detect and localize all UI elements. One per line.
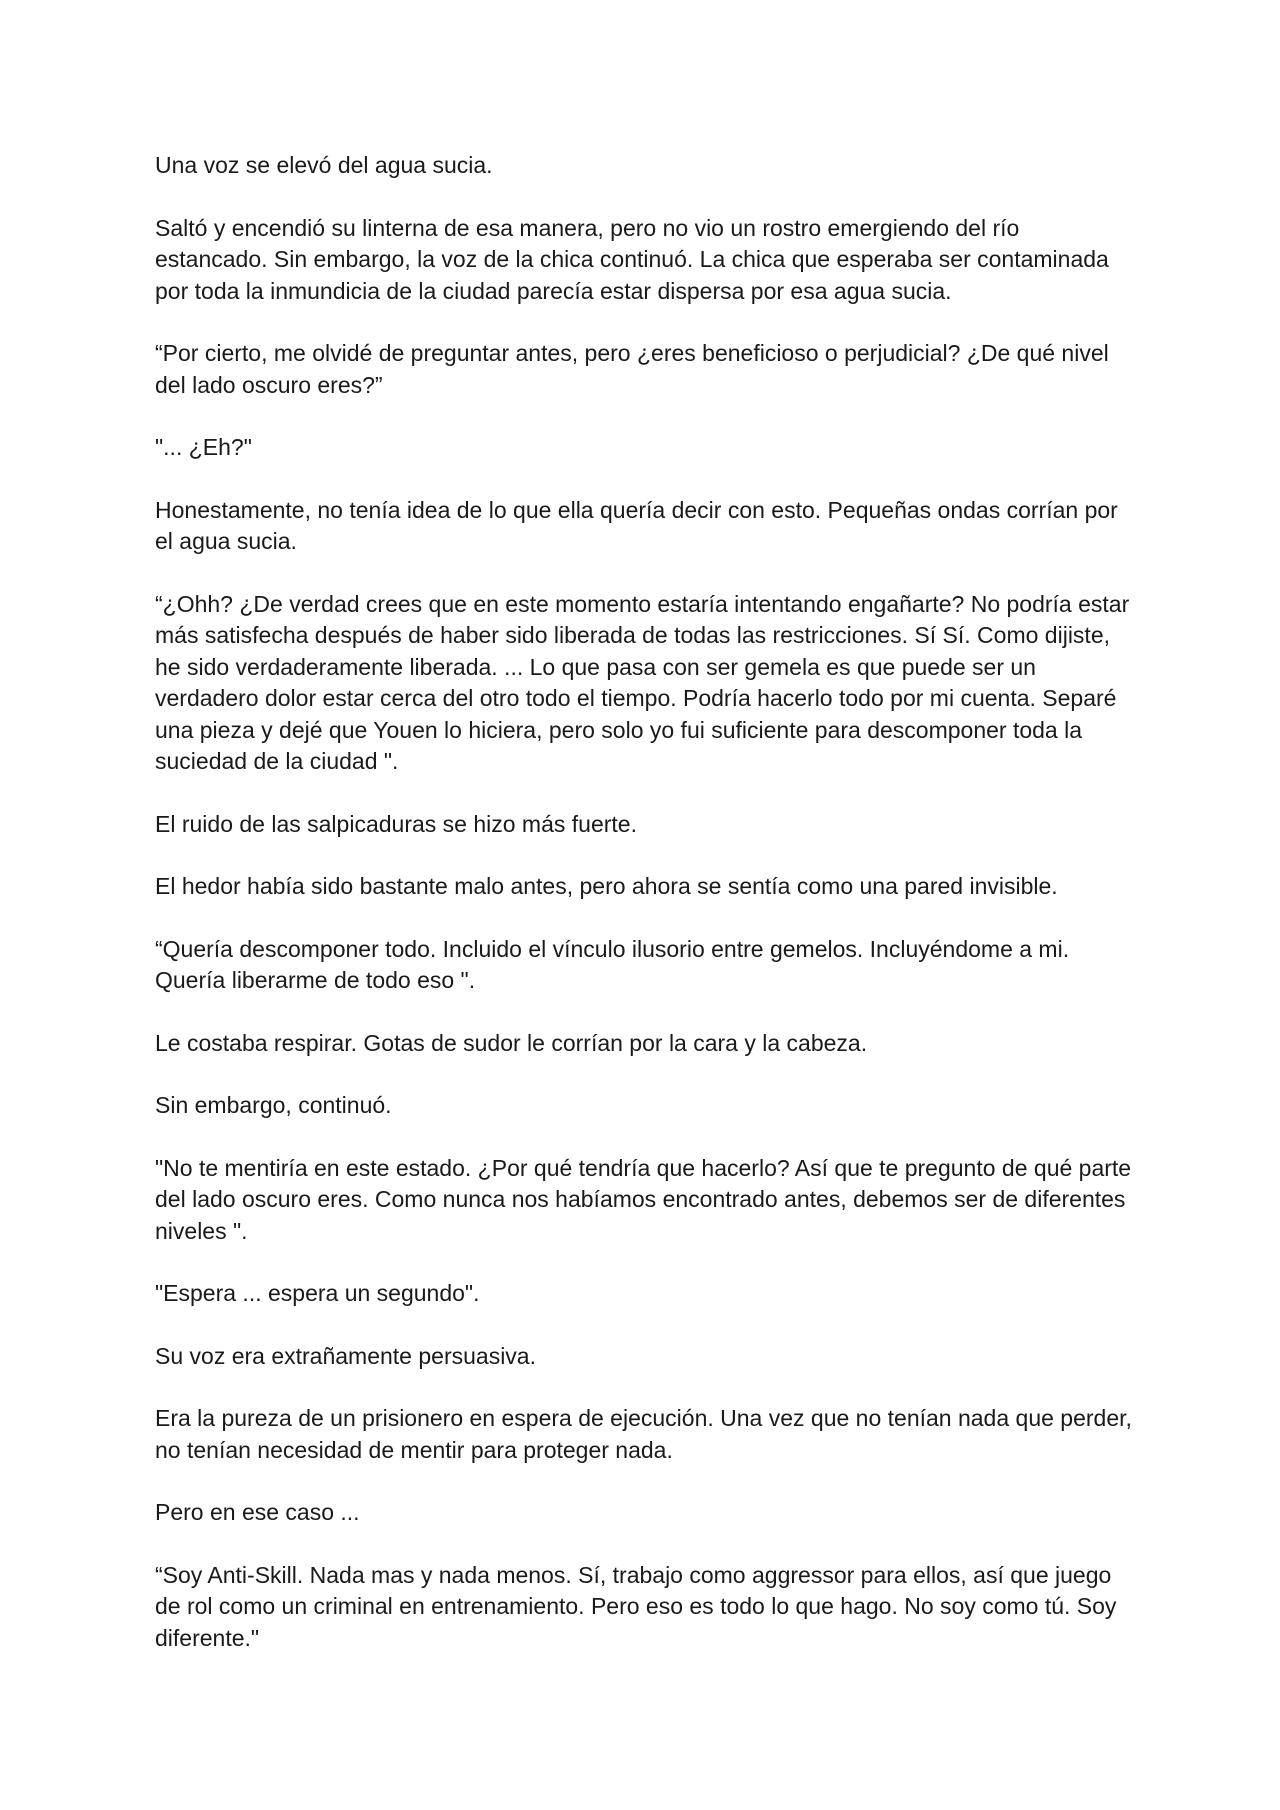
paragraph-4: "... ¿Eh?"	[155, 434, 252, 460]
paragraph-11: Sin embargo, continuó.	[155, 1092, 392, 1118]
paragraph-10: Le costaba respirar. Gotas de sudor le corrían por la cara y la cabeza.	[155, 1029, 868, 1056]
paragraph-2: Saltó y encendió su linterna de esa manera, pero no vio un rostro emergiendo del río estancado. Sin embargo, la voz de la chica continuó. La chica que esperaba ser contaminada por toda la inmundicia de la ciudad parecía estar dispersa por esa agua sucia.	[155, 214, 1109, 304]
paragraph-12: "No te mentiría en este estado. ¿Por qué tendría que hacerlo? Así que te pregunto de qué parte del lado oscuro eres. Como nunca nos habíamos encontrado antes, debemos ser de diferentes niveles ".	[155, 1154, 1132, 1244]
paragraph-9: “Quería descomponer todo. Incluido el vínculo ilusorio entre gemelos. Incluyéndome a mi. Quería liberarme de todo eso ".	[155, 935, 1070, 993]
paragraph-1: Una voz se elevó del agua sucia.	[155, 152, 493, 178]
paragraph-16: Pero en ese caso ...	[155, 1499, 360, 1525]
paragraph-7: El ruido de las salpicaduras se hizo más fuerte.	[155, 810, 637, 837]
paragraph-3: “Por cierto, me olvidé de preguntar antes, pero ¿eres beneficioso o perjudicial? ¿De qué nivel del lado oscuro eres?”	[155, 340, 1109, 398]
paragraph-14: Su voz era extrañamente persuasiva.	[155, 1342, 536, 1369]
paragraph-5: Honestamente, no tenía idea de lo que ella quería decir con esto. Pequeñas ondas corrían por el agua sucia.	[155, 496, 1118, 554]
paragraph-15: Era la pureza de un prisionero en espera de ejecución. Una vez que no tenían nada que perder, no tenían necesidad de mentir para proteger nada.	[155, 1405, 1132, 1463]
paragraph-13: "Espera ... espera un segundo".	[155, 1280, 480, 1306]
document-body	[155, 150, 1135, 1685]
paragraph-17: “Soy Anti-Skill. Nada mas y nada menos. Sí, trabajo como aggressor para ellos, así que juego de rol como un criminal en entrenamiento. Pero eso es todo lo que hago. No soy como tú. Soy diferente."	[155, 1561, 1117, 1651]
paragraph-6: “¿Ohh? ¿De verdad crees que en este momento estaría intentando engañarte? No podría estar más satisfecha después de haber sido liberada de todas las restricciones. Sí Sí. Como dijiste, he sido verdaderamente liberada. ... Lo que pasa con ser gemela es que puede ser un verdadero dolor estar cerca del otro todo el tiempo. Podría hacerlo todo por mi cuenta. Separé una pieza y dejé que Youen lo hiciera, pero solo yo fui suficiente para descomponer toda la suciedad de la ciudad ".	[155, 590, 1130, 774]
paragraph-8: El hedor había sido bastante malo antes, pero ahora se sentía como una pared invisible.	[155, 873, 1058, 899]
